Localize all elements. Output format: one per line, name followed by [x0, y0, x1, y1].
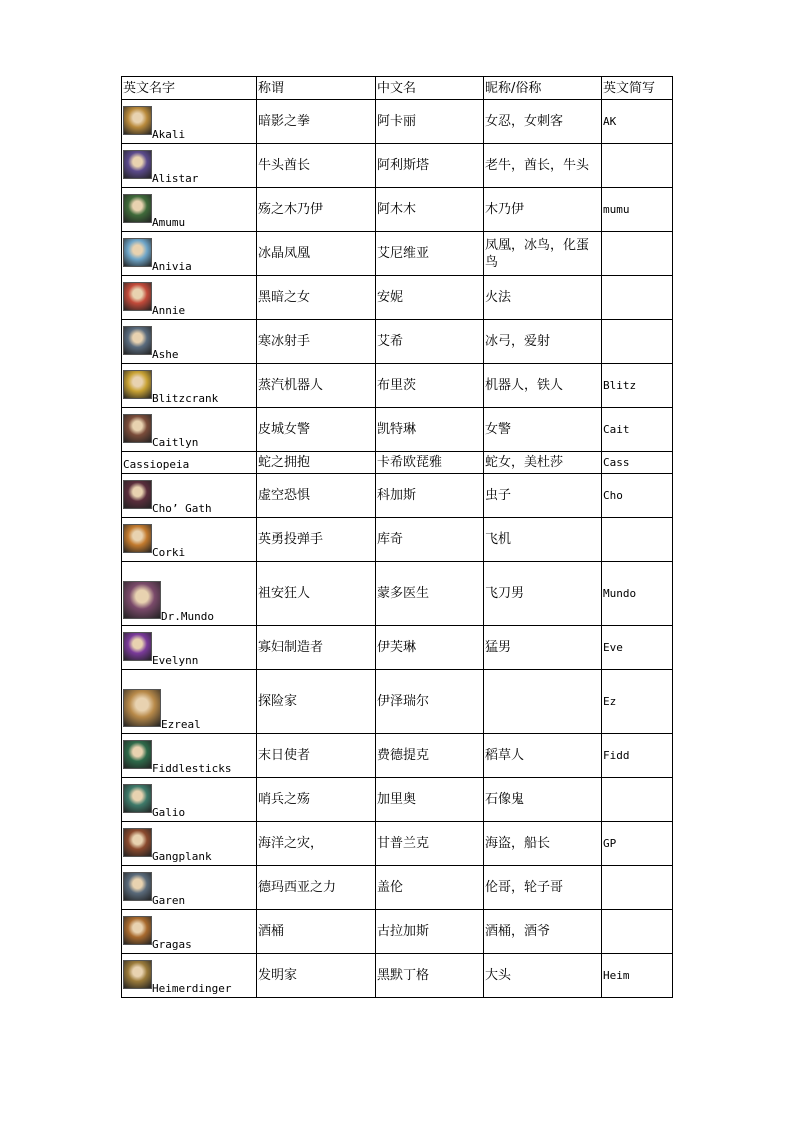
cell-abbreviation — [602, 910, 673, 954]
cell-english-name — [122, 276, 257, 320]
english-name-text: Amumu — [152, 216, 186, 229]
cell-chinese-name: 黑默丁格 — [376, 954, 484, 998]
table-row — [122, 408, 673, 452]
table-row — [122, 626, 673, 670]
header-english-name: 英文名字 — [122, 77, 257, 100]
cell-title: 海洋之灾， — [257, 822, 376, 866]
cell-abbreviation: Mundo — [602, 562, 673, 626]
cell-chinese-name: 费德提克 — [376, 734, 484, 778]
cell-title: 酒桶 — [257, 910, 376, 954]
cell-abbreviation — [602, 778, 673, 822]
cell-chinese-name: 阿木木 — [376, 188, 484, 232]
cell-english-name — [122, 408, 257, 452]
cell-english-name — [122, 562, 257, 626]
english-name-text: Heimerdinger — [152, 982, 232, 995]
cell-nickname: 老牛，酋长，牛头 — [484, 144, 602, 188]
english-name-text: Annie — [152, 304, 186, 317]
cell-english-name — [122, 910, 257, 954]
cell-nickname: 酒桶，酒爷 — [484, 910, 602, 954]
cell-chinese-name: 加里奥 — [376, 778, 484, 822]
cell-chinese-name: 伊芙琳 — [376, 626, 484, 670]
champion-portrait-icon — [123, 106, 152, 135]
cell-title: 皮城女警 — [257, 408, 376, 452]
cell-abbreviation — [602, 232, 673, 276]
cell-nickname: 石像鬼 — [484, 778, 602, 822]
english-name-text: Alistar — [152, 172, 199, 185]
cell-nickname: 机器人，铁人 — [484, 364, 602, 408]
cell-english-name — [122, 670, 257, 734]
cell-chinese-name: 卡希欧琵雅 — [376, 452, 484, 474]
cell-nickname: 伦哥，轮子哥 — [484, 866, 602, 910]
table-row — [122, 276, 673, 320]
cell-chinese-name: 古拉加斯 — [376, 910, 484, 954]
champion-portrait-icon — [123, 632, 152, 661]
english-name-text: Corki — [152, 546, 186, 559]
table-row — [122, 364, 673, 408]
cell-abbreviation — [602, 320, 673, 364]
champion-portrait-icon — [123, 784, 152, 813]
cell-chinese-name: 蒙多医生 — [376, 562, 484, 626]
cell-nickname: 飞机 — [484, 518, 602, 562]
cell-english-name — [122, 320, 257, 364]
cell-english-name — [122, 954, 257, 998]
cell-title: 寒冰射手 — [257, 320, 376, 364]
champion-portrait-icon — [123, 282, 152, 311]
english-name-text: Gangplank — [152, 850, 212, 863]
cell-title: 寡妇制造者 — [257, 626, 376, 670]
cell-title: 殇之木乃伊 — [257, 188, 376, 232]
table-row — [122, 670, 673, 734]
english-name-text: Akali — [152, 128, 186, 141]
cell-english-name — [122, 452, 257, 474]
table-row — [122, 954, 673, 998]
cell-chinese-name: 安妮 — [376, 276, 484, 320]
cell-chinese-name: 伊泽瑞尔 — [376, 670, 484, 734]
cell-english-name — [122, 866, 257, 910]
champion-portrait-icon — [123, 689, 161, 727]
cell-nickname: 猛男 — [484, 626, 602, 670]
champion-portrait-icon — [123, 524, 152, 553]
table-row — [122, 562, 673, 626]
english-name-text: Galio — [152, 806, 186, 819]
cell-abbreviation: Fidd — [602, 734, 673, 778]
cell-chinese-name: 库奇 — [376, 518, 484, 562]
cell-title: 英勇投弹手 — [257, 518, 376, 562]
cell-abbreviation: GP — [602, 822, 673, 866]
cell-title: 发明家 — [257, 954, 376, 998]
champion-portrait-icon — [123, 872, 152, 901]
english-name-text: Blitzcrank — [152, 392, 219, 405]
cell-chinese-name: 凯特琳 — [376, 408, 484, 452]
champion-portrait-icon — [123, 828, 152, 857]
cell-abbreviation: Cass — [602, 452, 673, 474]
header-title: 称谓 — [257, 77, 376, 100]
table-row — [122, 822, 673, 866]
english-name-text: Evelynn — [152, 654, 199, 667]
cell-abbreviation: AK — [602, 100, 673, 144]
table-row — [122, 144, 673, 188]
champion-portrait-icon — [123, 916, 152, 945]
cell-abbreviation — [602, 518, 673, 562]
cell-nickname: 虫子 — [484, 474, 602, 518]
cell-english-name — [122, 144, 257, 188]
cell-english-name — [122, 188, 257, 232]
cell-title: 牛头酋长 — [257, 144, 376, 188]
cell-nickname: 飞刀男 — [484, 562, 602, 626]
table-row — [122, 188, 673, 232]
cell-nickname: 火法 — [484, 276, 602, 320]
english-name-text: Anivia — [152, 260, 192, 273]
champion-portrait-icon — [123, 740, 152, 769]
cell-title: 蛇之拥抱 — [257, 452, 376, 474]
table-row — [122, 910, 673, 954]
english-name-text: Dr.Mundo — [161, 610, 214, 623]
cell-abbreviation: Blitz — [602, 364, 673, 408]
cell-title: 末日使者 — [257, 734, 376, 778]
header-nickname: 昵称/俗称 — [484, 77, 602, 100]
cell-title: 探险家 — [257, 670, 376, 734]
cell-title: 虚空恐惧 — [257, 474, 376, 518]
table-row — [122, 232, 673, 276]
cell-abbreviation — [602, 866, 673, 910]
cell-english-name — [122, 626, 257, 670]
cell-nickname: 大头 — [484, 954, 602, 998]
english-name-text: Garen — [152, 894, 186, 907]
cell-abbreviation: Heim — [602, 954, 673, 998]
champion-portrait-icon — [123, 370, 152, 399]
champion-table — [121, 76, 673, 998]
cell-nickname: 蛇女，美杜莎 — [484, 452, 602, 474]
table-row — [122, 474, 673, 518]
table-row — [122, 734, 673, 778]
english-name-text: Ezreal — [161, 718, 201, 731]
cell-title: 黑暗之女 — [257, 276, 376, 320]
english-name-text: Cho’ Gath — [152, 502, 212, 515]
english-name-text: Gragas — [152, 938, 192, 951]
cell-title: 冰晶凤凰 — [257, 232, 376, 276]
header-abbreviation: 英文简写 — [602, 77, 673, 100]
cell-chinese-name: 阿卡丽 — [376, 100, 484, 144]
cell-chinese-name: 艾希 — [376, 320, 484, 364]
cell-english-name — [122, 822, 257, 866]
cell-chinese-name: 盖伦 — [376, 866, 484, 910]
cell-english-name — [122, 734, 257, 778]
cell-english-name — [122, 518, 257, 562]
cell-title: 哨兵之殇 — [257, 778, 376, 822]
champion-portrait-icon — [123, 960, 152, 989]
cell-nickname: 木乃伊 — [484, 188, 602, 232]
cell-abbreviation — [602, 276, 673, 320]
champion-portrait-icon — [123, 194, 152, 223]
table-row — [122, 778, 673, 822]
cell-english-name — [122, 232, 257, 276]
cell-abbreviation: Cait — [602, 408, 673, 452]
cell-abbreviation: Eve — [602, 626, 673, 670]
english-name-text: Caitlyn — [152, 436, 199, 449]
cell-abbreviation: Ez — [602, 670, 673, 734]
table-row — [122, 320, 673, 364]
cell-nickname: 海盗，船长 — [484, 822, 602, 866]
cell-title: 祖安狂人 — [257, 562, 376, 626]
table-header-row — [122, 77, 673, 100]
cell-title: 暗影之拳 — [257, 100, 376, 144]
cell-chinese-name: 甘普兰克 — [376, 822, 484, 866]
cell-nickname: 女警 — [484, 408, 602, 452]
champion-portrait-icon — [123, 150, 152, 179]
cell-abbreviation: mumu — [602, 188, 673, 232]
champion-portrait-icon — [123, 414, 152, 443]
cell-nickname: 冰弓，爱射 — [484, 320, 602, 364]
cell-chinese-name: 科加斯 — [376, 474, 484, 518]
cell-chinese-name: 布里茨 — [376, 364, 484, 408]
english-name-text: Fiddlesticks — [152, 762, 232, 775]
cell-nickname — [484, 670, 602, 734]
champion-portrait-icon — [123, 581, 161, 619]
cell-abbreviation — [602, 144, 673, 188]
header-chinese-name: 中文名 — [376, 77, 484, 100]
cell-english-name — [122, 474, 257, 518]
table-row — [122, 518, 673, 562]
cell-nickname: 稻草人 — [484, 734, 602, 778]
english-name-text: Ashe — [152, 348, 179, 361]
cell-nickname: 女忍，女刺客 — [484, 100, 602, 144]
english-name-text: Cassiopeia — [123, 458, 190, 471]
cell-english-name — [122, 100, 257, 144]
table-row — [122, 866, 673, 910]
champion-portrait-icon — [123, 480, 152, 509]
cell-nickname: 凤凰，冰鸟，化蛋鸟 — [484, 232, 602, 276]
table-row — [122, 100, 673, 144]
cell-english-name — [122, 364, 257, 408]
champion-portrait-icon — [123, 326, 152, 355]
cell-chinese-name: 艾尼维亚 — [376, 232, 484, 276]
cell-abbreviation: Cho — [602, 474, 673, 518]
cell-english-name — [122, 778, 257, 822]
cell-title: 德玛西亚之力 — [257, 866, 376, 910]
table-row — [122, 452, 673, 474]
cell-chinese-name: 阿利斯塔 — [376, 144, 484, 188]
cell-title: 蒸汽机器人 — [257, 364, 376, 408]
champion-portrait-icon — [123, 238, 152, 267]
